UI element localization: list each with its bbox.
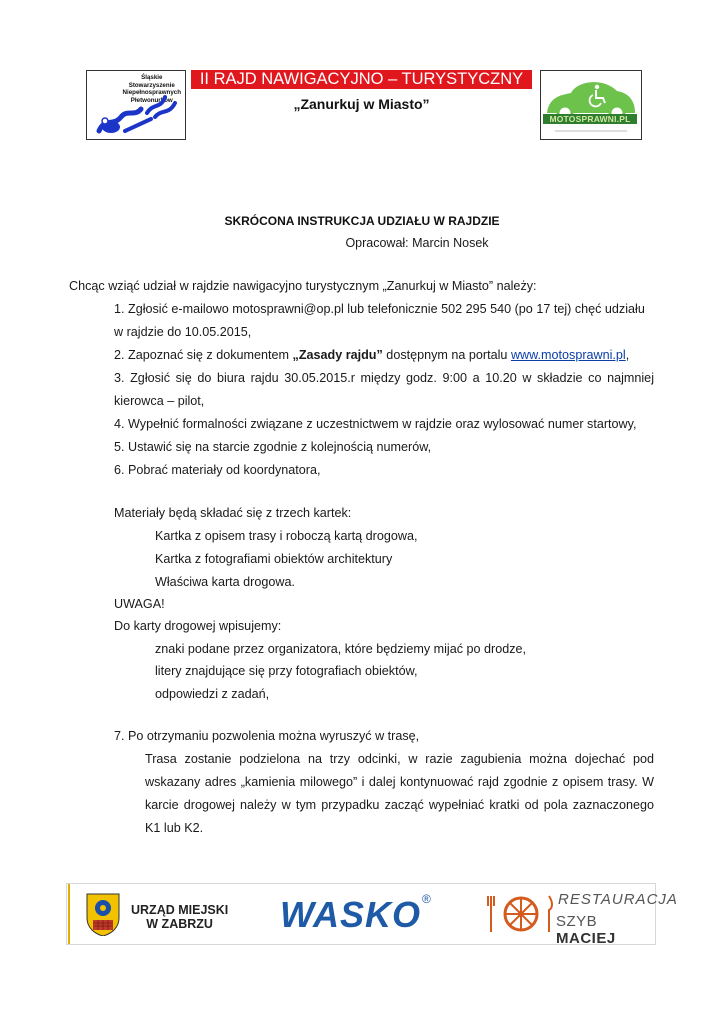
sponsors-footer <box>66 883 678 947</box>
materials-item: Kartka z opisem trasy i roboczą kartą drogowa, <box>155 529 418 543</box>
wasko-logo: WASKO <box>280 894 422 935</box>
step-4: 4. Wypełnić formalności związane z uczestnictwem w rajdzie oraz wylosować numer startowy, <box>114 417 637 431</box>
intro-text: Chcąc wziąć udział w rajdzie nawigacyjno turystycznym „Zanurkuj w Miasto” należy: <box>69 279 537 293</box>
motosprawni-label: MOTOSPRAWNI.PL <box>543 114 637 124</box>
card-item: litery znajdujące się przy fotografiach obiektów, <box>155 664 418 678</box>
document-title: SKRÓCONA INSTRUKCJA UDZIAŁU W RAJDZIE <box>224 214 500 228</box>
zabrze-coat-of-arms-icon <box>85 892 121 936</box>
car-wheelchair-icon <box>541 71 641 139</box>
org-line: Stowarzyszenie <box>128 81 175 89</box>
step-5: 5. Ustawić się na starcie zgodnie z kolejnością numerów, <box>114 440 432 454</box>
organizer-logo <box>86 70 186 140</box>
step-7: 7. Po otrzymaniu pozwolenia można wyruszyć w trasę, <box>114 729 420 743</box>
event-subtitle: „Zanurkuj w Miasto” <box>293 96 430 112</box>
step-6: 6. Pobrać materiały od koordynatora, <box>114 463 321 477</box>
step-1-line-1: 1. Zgłosić e-mailowo motosprawni@op.pl lub telefonicznie 502 295 540 (po 17 tej) chęć udziału <box>114 302 645 316</box>
org-line: Niepełnosprawnych <box>122 89 181 97</box>
step-7-line: karcie drogowej należy w tym przypadku zacząć wypełniać kratki od pola zaznaczonego <box>145 798 654 812</box>
materials-heading: Materiały będą składać się z trzech kartek: <box>114 506 352 520</box>
urzad-miejski-logo <box>131 903 228 931</box>
diver-icon <box>95 87 179 137</box>
step-3-line-2: kierowca – pilot, <box>114 394 205 408</box>
org-line: Płetwonurków <box>130 96 173 104</box>
step-2-text: 2. Zapoznać się z dokumentem <box>114 348 293 362</box>
card-heading: Do karty drogowej wpisujemy: <box>114 619 282 633</box>
step-7-line: wskazany adres „kamienia milowego” i dalej kontynuować rajd zgodnie z opisem trasy. W <box>145 775 654 789</box>
restaurant-script-label: RESTAURACJA <box>558 891 678 908</box>
portal-link[interactable]: www.motosprawni.pl <box>510 348 626 362</box>
document-author: Opracował: Marcin Nosek <box>345 236 489 250</box>
registered-mark: ® <box>422 892 431 906</box>
card-item: znaki podane przez organizatora, które będziemy mijać po drodze, <box>155 642 527 656</box>
card-item: odpowiedzi z zadań, <box>155 687 270 701</box>
urzad-line: URZĄD MIEJSKI <box>131 903 229 917</box>
step-7-line: K1 lub K2. <box>145 821 204 835</box>
step-1-line-2: w rajdzie do 10.05.2015, <box>114 325 252 339</box>
step-3-line-1: 3. Zgłosić się do biura rajdu 30.05.2015.r między godz. 9:00 a 10.20 w składzie co najmniej <box>114 371 654 385</box>
restaurant-name-part: SZYB <box>556 913 598 930</box>
step-7-line: Trasa zostanie podzielona na trzy odcinki, w razie zagubienia można dojechać pod <box>145 752 654 766</box>
footer-accent-bar <box>68 884 70 944</box>
step-2-text: dostępnym na portalu <box>382 348 511 362</box>
org-line: Śląskie <box>141 74 163 81</box>
step-2-text: , <box>625 348 630 362</box>
step-2 <box>114 348 629 362</box>
materials-item: Właściwa karta drogowa. <box>155 575 295 589</box>
event-banner: II RAJD NAWIGACYJNO – TURYSTYCZNY <box>191 70 532 89</box>
restaurant-wheel-icon <box>485 892 555 936</box>
restaurant-name <box>556 913 655 947</box>
motosprawni-logo <box>540 70 642 140</box>
materials-item: Kartka z fotografiami obiektów architektury <box>155 552 393 566</box>
rules-document-name: „Zasady rajdu” <box>292 348 383 362</box>
urzad-line: W ZABRZU <box>146 917 213 931</box>
warning-label: UWAGA! <box>114 597 165 611</box>
restaurant-name-part: MACIEJ <box>556 930 616 947</box>
